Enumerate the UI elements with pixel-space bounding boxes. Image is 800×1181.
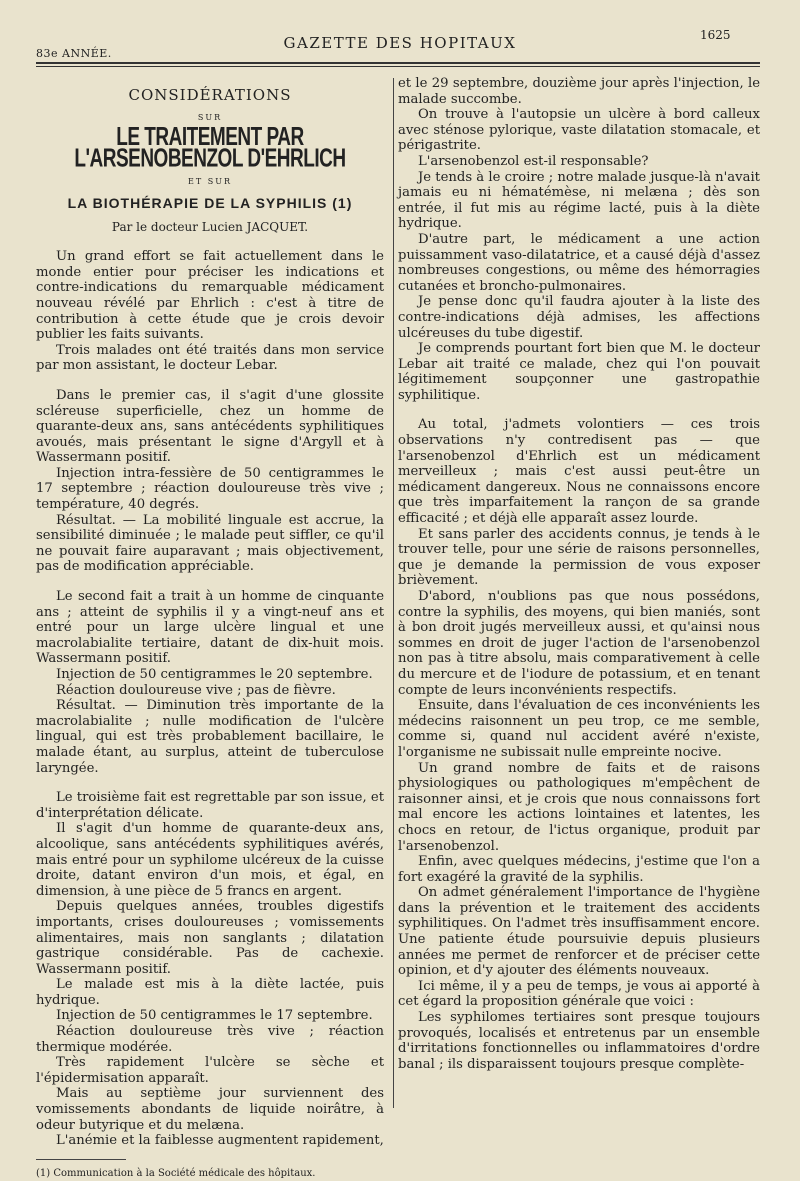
paragraph: Mais au septième jour surviennent des vomissements abondants de liquide noirâtre, à odeur butyrique et du melæna.	[36, 1086, 384, 1133]
paragraph: L'arsenobenzol est-il responsable?	[418, 153, 649, 169]
column-separator	[393, 78, 394, 1108]
paragraph: L'anémie et la faiblesse augmentent rapidement,	[56, 1133, 384, 1149]
title-et-sur: ET SUR	[188, 177, 232, 187]
paragraph: D'autre part, le médicament a une action puissamment vaso-dilatatrice, et a causé déjà d'assez nombreuses congestions, ou même des hémorragies cutanées et broncho-pulmonaires.	[398, 231, 760, 294]
paragraph: Réaction douloureuse très vive ; réaction thermique modérée.	[36, 1024, 384, 1055]
paragraph: Le troisième fait est regrettable par son issue, et d'interprétation délicate.	[36, 790, 384, 821]
paragraph: Je pense donc qu'il faudra ajouter à la liste des contre-indications déjà admises, les affections ulcéreuses du tube digestif.	[398, 294, 760, 341]
header-rule-thick	[36, 62, 760, 64]
paragraph: Je tends à le croire ; notre malade jusque-là n'avait jamais eu ni hématémèse, ni melæna ; dès son entrée, il fut mis au régime lacté, puis à la diète hydrique.	[398, 169, 760, 232]
page-number: 1625	[700, 28, 731, 42]
paragraph: Très rapidement l'ulcère se sèche et l'épidermisation apparaît.	[36, 1055, 384, 1086]
title-sur: SUR	[197, 112, 223, 122]
paragraph: Un grand effort se fait actuellement dans le monde entier pour préciser les indications et contre-indications du remarquable médicament nouveau révélé par Ehrlich : c'est à titre de contribution à cette étude que je crois devoir publier les faits suivants.	[36, 249, 384, 343]
paragraph: Un grand nombre de faits et de raisons physiologiques ou pathologiques m'empêchent de raisonner ainsi, et je crois que nous connaissons fort mal encore les actions lointaines et latentes, les chocs en retour, de l'ictus organique, produit par l'arsenobenzol.	[398, 760, 760, 854]
footnote-rule	[36, 1159, 126, 1160]
paragraph: Au total, j'admets volontiers — ces trois observations n'y contredisent pas — que l'arsenobenzol d'Ehrlich est un médicament merveilleux ; mais c'est aussi peut-être un médicament dangereux. Nous ne connaissons encore que très imparfaitement la rançon de sa grande efficacité ; et déjà elle apparaît assez lourde.	[398, 417, 760, 527]
paragraph: Réaction douloureuse vive ; pas de fièvre.	[56, 682, 336, 698]
paragraph: On trouve à l'autopsie un ulcère à bord calleux avec sténose pylorique, vaste dilatation stomacale, et périgastrite.	[398, 107, 760, 154]
article-author: Par le docteur Lucien JACQUET.	[111, 219, 309, 234]
paragraph: Résultat. — Diminution très importante de la macrolabialite ; nulle modification de l'ulcère lingual, qui est très probablement bacillaire, le malade étant, au surplus, atteint de tuberculose laryngée.	[36, 698, 384, 776]
header-rule-thin	[36, 66, 760, 67]
paragraph: Il s'agit d'un homme de quarante-deux ans, alcoolique, sans antécédents syphilitiques avérés, mais entré pour un syphilome ulcéreux de la cuisse droite, datant environ d'un mois, et égal, en dimension, à une pièce de 5 francs en argent.	[36, 821, 384, 899]
title-considerations: CONSIDÉRATIONS	[128, 86, 292, 104]
left-column	[36, 88, 384, 1181]
footnote: (1) Communication à la Société médicale des hôpitaux.	[36, 1167, 316, 1179]
paragraph: Dans le premier cas, il s'agit d'une glossite scléreuse superficielle, chez un homme de quarante-deux ans, sans antécédents syphilitiques avoués, mais présentant le signe d'Argyll et à Wassermann positif.	[36, 387, 384, 466]
paragraph: Résultat. — La mobilité linguale est accrue, la sensibilité diminuée ; le malade peut siffler, ce qu'il ne pouvait faire auparavant ; mais objectivement, pas de modification appréciable.	[36, 512, 384, 575]
article-title: LE TRAITEMENT PAR L'ARSENOBENZOL D'EHRLICH	[74, 123, 346, 174]
paragraph: Depuis quelques années, troubles digestifs importants, crises douloureuses ; vomissements alimentaires, mais non sanglants ; dilatation gastrique considérable. Pas de cachexie. Wassermann positif.	[36, 899, 384, 977]
paragraph: Injection de 50 centigrammes le 20 septembre.	[56, 667, 373, 682]
paragraph: Ensuite, dans l'évaluation de ces inconvénients les médecins raisonnent un peu trop, ce me semble, comme si, quand nul accident avéré n'existe, l'organisme ne subissait nulle empreinte nocive.	[398, 698, 760, 760]
journal-title: GAZETTE DES HOPITAUX	[283, 34, 517, 52]
paragraph: Et sans parler des accidents connus, je tends à le trouver telle, pour une série de raisons personnelles, que je demande la permission de vous exposer brièvement.	[398, 526, 760, 589]
paragraph: Ici même, il y a peu de temps, je vous ai apporté à cet égard la proposition générale que voici :	[398, 978, 760, 1010]
paragraph: Injection intra-fessière de 50 centigrammes le 17 septembre ; réaction douloureuse très vive ; température, 40 degrés.	[36, 465, 384, 513]
paragraph: On admet généralement l'importance de l'hygiène dans la prévention et le traitement des accidents syphilitiques. On l'admet très insuffisamment encore. Une patiente étude poursuivie depuis plusieurs années me permet de renforcer et de préciser cette opinion, et d'y ajouter des éléments nouveaux.	[398, 885, 760, 979]
paragraph: Le malade est mis à la diète lactée, puis hydrique.	[36, 977, 384, 1008]
right-column	[398, 76, 760, 1072]
paragraph: Les syphilomes tertiaires sont presque toujours provoqués, localisés et entretenus par un ensemble d'irritations fonctionnelles ou inflammatoires d'ordre banal ; ils disparaissent toujours presque complète-	[398, 1010, 760, 1072]
paragraph: Je comprends pourtant fort bien que M. le docteur Lebar ait traité ce malade, chez qui l'on pouvait légitimement soupçonner une gastropathie syphilitique.	[398, 341, 760, 403]
paragraph: Enfin, avec quelques médecins, j'estime que l'on a fort exagéré la gravité de la syphilis.	[398, 854, 760, 885]
paragraph: D'abord, n'oublions pas que nous possédons, contre la syphilis, des moyens, qui bien maniés, sont à bon droit jugés merveilleux aussi, et qu'ainsi nous sommes en droit de juger l'action de l'arsenobenzol non pas à titre absolu, mais comparativement à celle du mercure et de l'iodure de potassium, et en tenant compte de leurs inconvénients respectifs.	[398, 589, 760, 698]
article-subtitle: LA BIOTHÉRAPIE DE LA SYPHILIS (1)	[67, 194, 353, 211]
paragraph: Le second fait a trait à un homme de cinquante ans ; atteint de syphilis il y a vingt-neuf ans et entré pour un large ulcère lingual et une macrolabialite tertiaire, datant de dix-huit mois. Wassermann positif.	[36, 589, 384, 667]
edition-label: 83e ANNÉE.	[36, 47, 112, 60]
paragraph: Injection de 50 centigrammes le 17 septembre.	[56, 1008, 373, 1024]
paragraph: et le 29 septembre, douzième jour après l'injection, le malade succombe.	[398, 76, 760, 107]
paragraph: Trois malades ont été traités dans mon service par mon assistant, le docteur Lebar.	[36, 342, 384, 374]
